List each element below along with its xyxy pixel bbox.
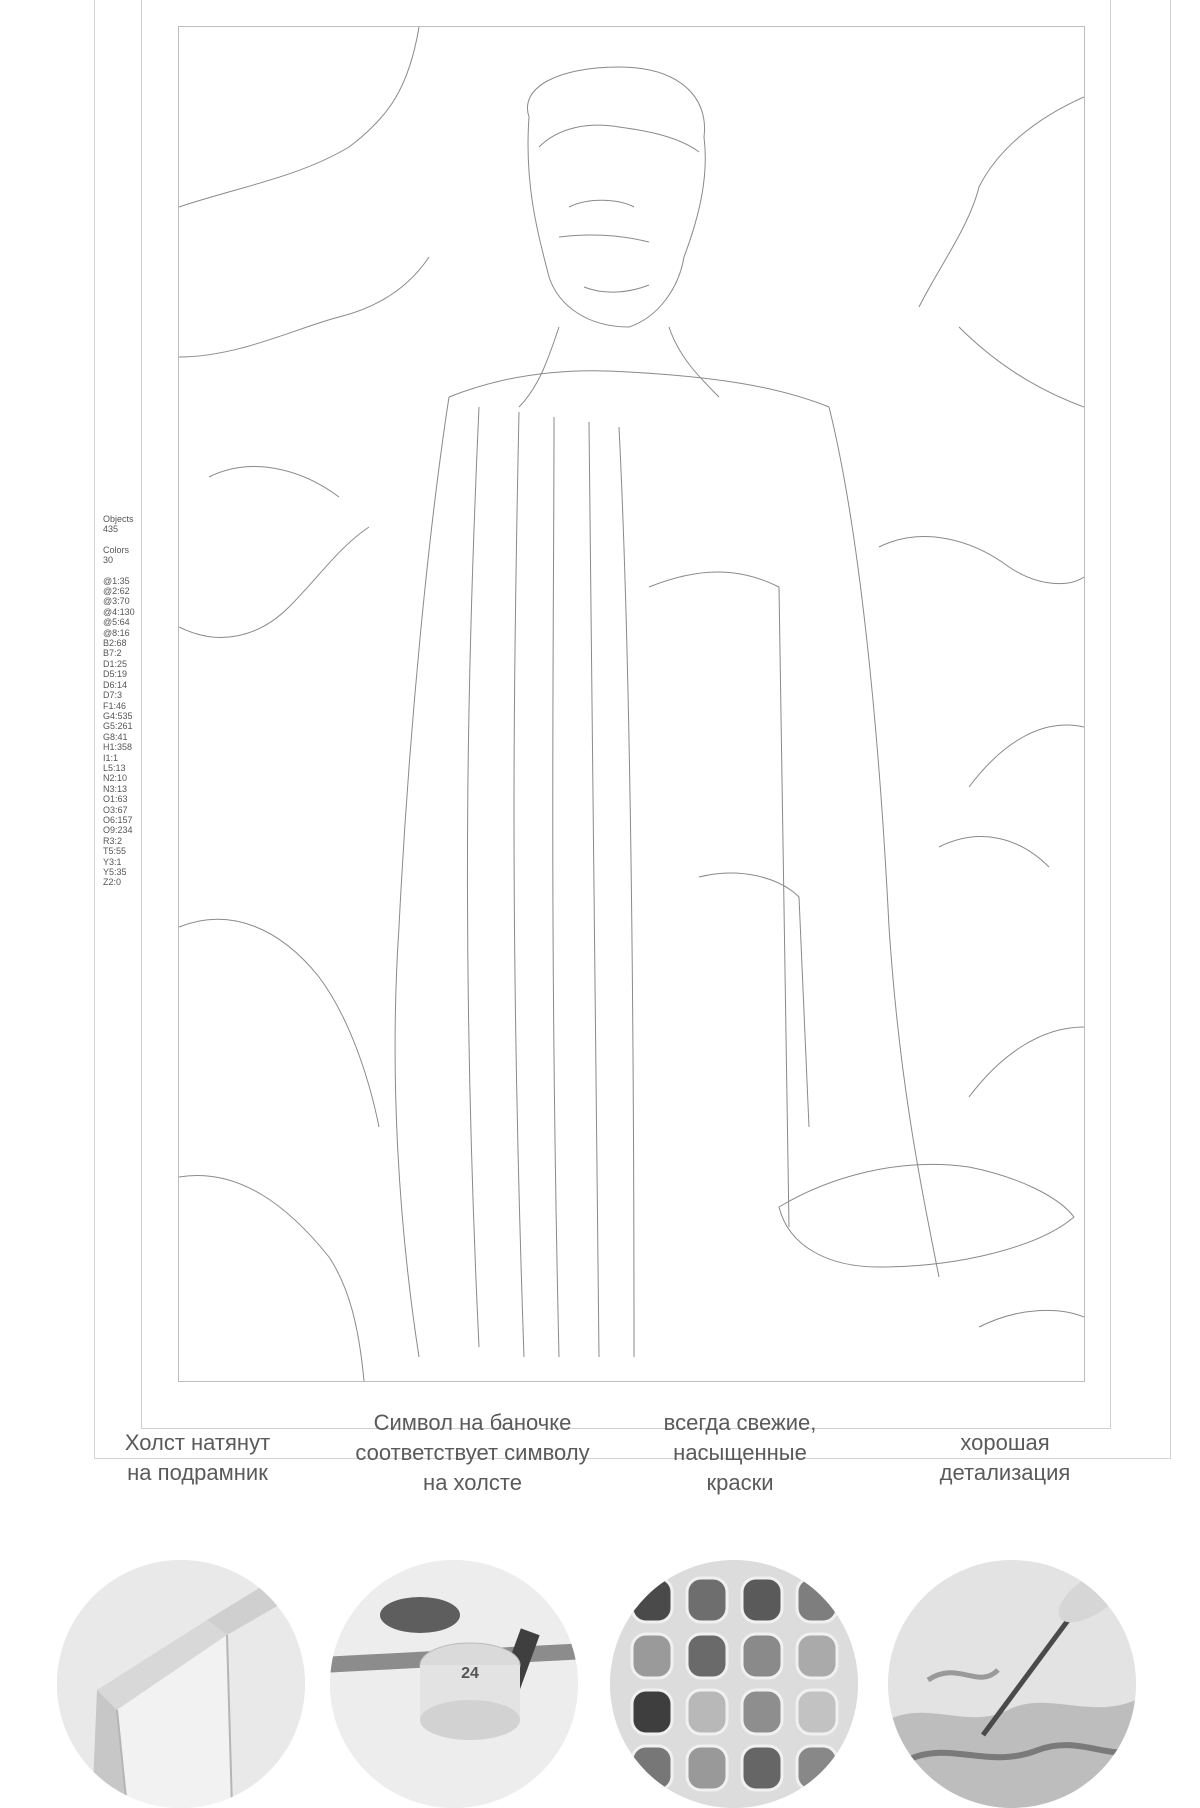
paint-well bbox=[797, 1578, 837, 1622]
paint-by-numbers-outline bbox=[178, 26, 1085, 1382]
brush-painting-photo bbox=[888, 1560, 1136, 1808]
color-code-item: G5:261 bbox=[103, 721, 133, 732]
paint-well bbox=[632, 1690, 672, 1734]
color-code-item: @4:130 bbox=[103, 606, 135, 617]
paint-well bbox=[632, 1746, 672, 1790]
feature-text: хорошая детализация bbox=[939, 1430, 1071, 1485]
color-code-item: D5:19 bbox=[103, 669, 128, 680]
color-code-item: @8:16 bbox=[103, 627, 130, 638]
paint-well bbox=[687, 1578, 727, 1622]
color-code-item: D7:3 bbox=[103, 690, 123, 701]
paint-well bbox=[797, 1634, 837, 1678]
color-code-item: T5:55 bbox=[103, 846, 127, 857]
color-code-item: G4:535 bbox=[103, 710, 133, 721]
objects-value: 435 bbox=[103, 524, 119, 535]
colors-label: Colors bbox=[103, 544, 130, 555]
color-code-item: Z2:0 bbox=[103, 877, 122, 888]
color-code-item: I1:1 bbox=[103, 752, 119, 763]
color-code-item: O3:67 bbox=[103, 804, 128, 815]
feature-canvas-stretched bbox=[95, 1428, 300, 1488]
color-code-item: L5:13 bbox=[103, 762, 126, 773]
color-code-item: O6:157 bbox=[103, 814, 133, 825]
color-code-item: D6:14 bbox=[103, 679, 128, 690]
color-code-item: Y5:35 bbox=[103, 867, 127, 877]
paint-pot-photo bbox=[330, 1560, 578, 1808]
color-legend bbox=[103, 514, 135, 888]
feature-detailing bbox=[900, 1428, 1110, 1488]
color-code-item: D1:25 bbox=[103, 658, 128, 669]
colors-value: 30 bbox=[103, 555, 114, 566]
feature-fresh-paints bbox=[640, 1408, 840, 1498]
color-code-item: O9:234 bbox=[103, 825, 133, 836]
color-code-item: @1:35 bbox=[103, 575, 130, 586]
color-code-item: N2:10 bbox=[103, 773, 128, 784]
color-code-item: N3:13 bbox=[103, 783, 128, 794]
color-code-item: G8:41 bbox=[103, 731, 128, 742]
feature-symbol-match bbox=[330, 1408, 615, 1498]
paint-well bbox=[797, 1746, 837, 1790]
color-code-item: @2:62 bbox=[103, 586, 130, 597]
paint-well bbox=[632, 1634, 672, 1678]
color-code-item: B7:2 bbox=[103, 648, 122, 659]
color-code-item: B2:68 bbox=[103, 638, 127, 649]
paint-palette-photo bbox=[610, 1560, 858, 1808]
color-code-item: Y3:1 bbox=[103, 856, 122, 867]
paint-well bbox=[742, 1578, 782, 1622]
canvas-stretcher-photo bbox=[57, 1560, 305, 1808]
feature-text: Холст натянут на подрамник bbox=[124, 1430, 271, 1485]
paint-well bbox=[632, 1578, 672, 1622]
color-code-item: F1:46 bbox=[103, 700, 127, 711]
color-code-item: H1:358 bbox=[103, 742, 133, 753]
feature-text: всегда свежие, насыщенные краски bbox=[663, 1410, 817, 1495]
color-code-item: O1:63 bbox=[103, 794, 128, 805]
color-code-list bbox=[103, 576, 135, 888]
color-code-item: R3:2 bbox=[103, 835, 123, 846]
paint-well bbox=[687, 1634, 727, 1678]
paint-well bbox=[742, 1746, 782, 1790]
color-code-item: @3:70 bbox=[103, 596, 130, 607]
feature-text: Символ на баночке соответствует символу на холсте bbox=[355, 1410, 590, 1495]
paint-well bbox=[687, 1690, 727, 1734]
paint-well bbox=[797, 1690, 837, 1734]
paint-well bbox=[742, 1634, 782, 1678]
pot-label: 24 bbox=[461, 1665, 479, 1682]
paint-well bbox=[742, 1690, 782, 1734]
objects-label: Objects bbox=[103, 514, 134, 524]
color-code-item: @5:64 bbox=[103, 617, 130, 628]
paint-well bbox=[687, 1746, 727, 1790]
